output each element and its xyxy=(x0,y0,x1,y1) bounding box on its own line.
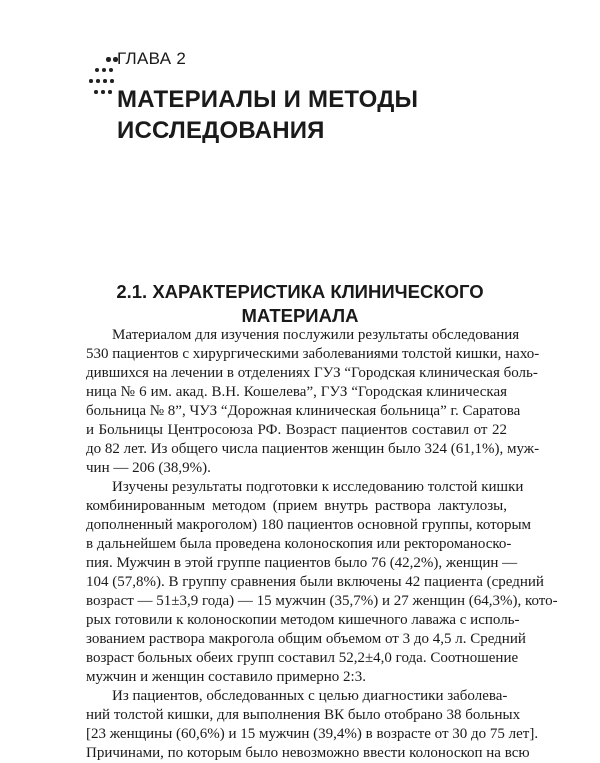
body-line: мужчин и женщин составило примерно 2:3. xyxy=(86,669,366,685)
body-line: пия. Мужчин в этой группе пациентов было 76 (42,2%), женщин — xyxy=(86,555,518,571)
body-line: 104 (57,8%). В группу сравнения были включены 42 пациента (средний xyxy=(86,574,544,590)
body-line: больница № 8”, ЧУЗ “Дорожная клиническая больница” г. Саратова xyxy=(86,403,521,419)
body-line: рых готовили к колоноскопии методом кишечного лаважа с исполь- xyxy=(86,612,520,628)
body-text xyxy=(86,326,558,763)
ornament-dot xyxy=(110,79,114,83)
body-line: Причинами, по которым было невозможно ввести колоноскоп на всю xyxy=(86,745,530,761)
ornament-dot xyxy=(89,79,93,83)
body-line: ний толстой кишки, для выполнения ВК было отобрано 38 больных xyxy=(86,707,521,723)
chapter-title-line: ИССЛЕДОВАНИЯ xyxy=(117,117,325,144)
ornament-dot xyxy=(103,79,107,83)
body-line: зованием раствора макрогола общим объемом от 3 до 4,5 л. Средний xyxy=(86,631,526,647)
body-line: чин — 206 (38,9%). xyxy=(86,460,211,476)
body-line: дившихся на лечении в отделениях ГУЗ “Городская клиническая боль- xyxy=(86,365,538,381)
body-line: Из пациентов, обследованных с целью диагностики заболева- xyxy=(112,688,508,704)
ornament-dot xyxy=(94,90,98,94)
section-title-line: 2.1. ХАРАКТЕРИСТИКА КЛИНИЧЕСКОГО xyxy=(116,281,484,302)
ornament-dot xyxy=(108,90,112,94)
body-line: дополненный макроголом) 180 пациентов основной группы, которым xyxy=(86,517,532,533)
section-title xyxy=(0,280,600,328)
ornament-dot xyxy=(102,68,106,72)
chapter-title-line: МАТЕРИАЛЫ И МЕТОДЫ xyxy=(117,86,419,113)
ornament-dot xyxy=(109,68,113,72)
body-line: до 82 лет. Из общего числа пациентов женщин было 324 (61,1%), муж- xyxy=(86,441,540,457)
ornament-dot xyxy=(95,68,99,72)
chapter-label: ГЛАВА 2 xyxy=(117,49,187,68)
body-line: и Больницы Центросоюза РФ. Возраст пациентов составил от 22 xyxy=(86,422,507,438)
body-line: Материалом для изучения послужили результаты обследования xyxy=(112,327,520,343)
body-line: 530 пациентов с хирургическими заболеваниями толстой кишки, нахо- xyxy=(86,346,540,362)
ornament-dot xyxy=(106,57,111,62)
body-line: возраст больных обеих групп составил 52,2±4,0 года. Соотношение xyxy=(86,650,519,666)
chapter-title xyxy=(117,84,418,146)
body-line: возраст — 51±3,9 года) — 15 мужчин (35,7%) и 27 женщин (64,3%), кото- xyxy=(86,593,558,609)
ornament-dot xyxy=(101,90,105,94)
body-line: в дальнейшем была проведена колоноскопия или ректороманоско- xyxy=(86,536,512,552)
ornament-dot xyxy=(96,79,100,83)
body-line: Изучены результаты подготовки к исследованию толстой кишки xyxy=(112,479,524,495)
chapter-dots-ornament xyxy=(86,52,118,112)
body-line: ница № 6 им. акад. В.Н. Кошелева”, ГУЗ “Городская клиническая xyxy=(86,384,507,400)
body-line: комбинированным методом (прием внутрь раствора лактулозы, xyxy=(86,498,507,514)
section-title-line: МАТЕРИАЛА xyxy=(241,305,359,326)
body-line: [23 женщины (60,6%) и 15 мужчин (39,4%) в возрасте от 30 до 75 лет]. xyxy=(86,726,539,742)
